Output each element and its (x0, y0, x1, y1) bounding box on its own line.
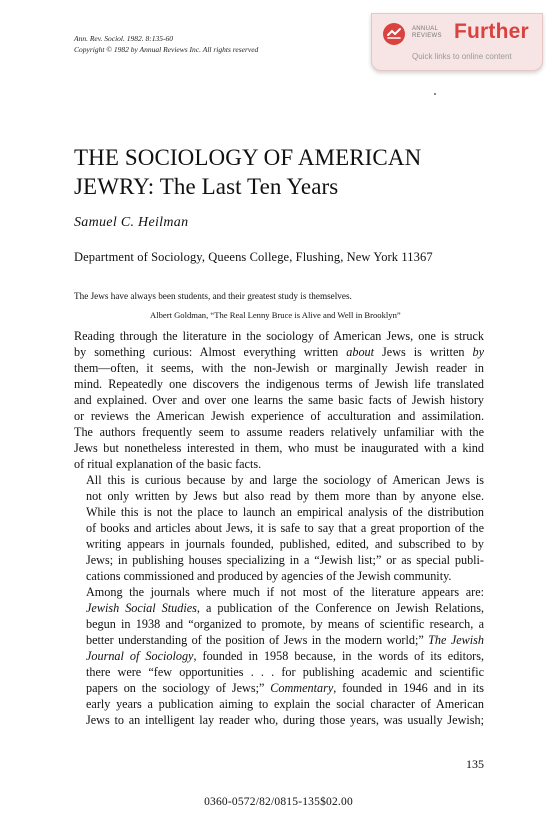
text-run: , a publication of the Conference on Jewish Relations, (196, 601, 484, 615)
article-body (74, 328, 484, 728)
body-line: of ritual explanation of the basic facts. (74, 457, 262, 471)
text-run: by something curious: Almost everything written (74, 345, 347, 359)
quick-links-tagline: Quick links to online content (412, 52, 512, 61)
body-line: Among the journals where much if not most of the literature appears are: (86, 585, 484, 599)
body-line: All this is curious because by and large the sociology of American Jews is (86, 473, 484, 487)
body-line: Jews but nonetheless interested in them, who must be inaugurated with a kind (74, 441, 484, 455)
journal-name: The Jewish (428, 633, 484, 647)
author-affiliation: Department of Sociology, Queens College, Flushing, New York 11367 (74, 250, 433, 264)
text-run: , founded in 1958 because, in the words of its editors, (193, 649, 485, 663)
text-run: Jews is written (374, 345, 473, 359)
body-line (74, 680, 484, 696)
body-line (74, 344, 484, 360)
title-line-2: JEWRY: The Last Ten Years (74, 174, 339, 199)
author-name: Samuel C. Heilman (74, 215, 189, 230)
journal-name: Journal of Sociology (86, 649, 194, 663)
journal-citation (74, 34, 258, 55)
further-label: Further (454, 20, 529, 43)
body-line (74, 632, 484, 648)
body-paragraph-3 (74, 584, 484, 728)
body-line: Jews to an intelligent lay reader who, during those years, was usually Jewish; (86, 713, 484, 727)
body-line: there were “few opportunities . . . for publishing academic and scientific (86, 665, 484, 679)
body-line: cations commissioned and produced by agencies of the Jewish community. (86, 569, 452, 583)
body-line: Reading through the literature in the sociology of American Jews, one is struck (74, 329, 484, 343)
body-line (74, 600, 484, 616)
issn-code: 0360-0572/82/0815-135$02.00 (204, 796, 353, 808)
article-title (74, 143, 514, 201)
emphasis: by (472, 345, 484, 359)
text-run: , founded in 1946 and in its (333, 681, 484, 695)
body-line (74, 648, 484, 664)
text-run: papers on the sociology of Jews;” (86, 681, 271, 695)
copyright-line: Copyright © 1982 by Annual Reviews Inc. All rights reserved (74, 44, 259, 54)
further-quick-links-badge[interactable] (371, 13, 543, 71)
body-line: Jews; in publishing houses specializing in a “Jewish list;” or as special publi- (86, 553, 484, 567)
emphasis: about (346, 345, 375, 359)
body-paragraph-2 (74, 472, 484, 584)
epigraph-quote: The Jews have always been students, and their greatest study is themselves. (74, 291, 352, 301)
annual-reviews-logo-icon (382, 22, 406, 46)
body-line: early years a publication aiming to explain the social character of American (86, 697, 484, 711)
epigraph-source: Albert Goldman, “The Real Lenny Bruce is Alive and Well in Brooklyn” (150, 310, 401, 320)
body-line: begun in 1938 and “organized to promote, by means of scientific research, a (86, 617, 484, 631)
body-line: or reviews the American Jewish experience of acculturation and assimilation. (74, 409, 484, 423)
annual-reviews-label: ANNUAL REVIEWS (412, 26, 442, 39)
body-line: The authors frequently seem to assume readers relatively unfamiliar with the (74, 425, 484, 439)
journal-name: Jewish Social Studies (86, 601, 197, 615)
body-line: of books and articles about Jews, it is safe to say that a great proportion of the (86, 521, 484, 535)
page-number: 135 (466, 757, 484, 771)
title-line-1: THE SOCIOLOGY OF AMERICAN (74, 145, 422, 170)
body-paragraph-1 (74, 328, 484, 472)
body-line: While this is not the place to launch an empirical analysis of the distribution (86, 505, 484, 519)
journal-name: Commentary (270, 681, 334, 695)
journal-line: Ann. Rev. Sociol. 1982. 8:135-60 (74, 34, 174, 43)
body-line: and explained. Over and over one learns the same basic facts of Jewish history (74, 393, 484, 407)
body-line: writing appears in journals founded, published, edited, and subscribed to by (86, 537, 484, 551)
stray-mark (434, 93, 436, 95)
body-line: not only written by Jews but also read by them more than by anyone else. (86, 489, 484, 503)
text-run: better understanding of the position of Jews in the modern world;” (86, 633, 429, 647)
body-line: them—often, it seems, with the non-Jewish or marginally Jewish reader in (74, 361, 484, 375)
body-line: mind. Repeatedly one discovers the indigenous terms of Jewish life translated (74, 377, 484, 391)
